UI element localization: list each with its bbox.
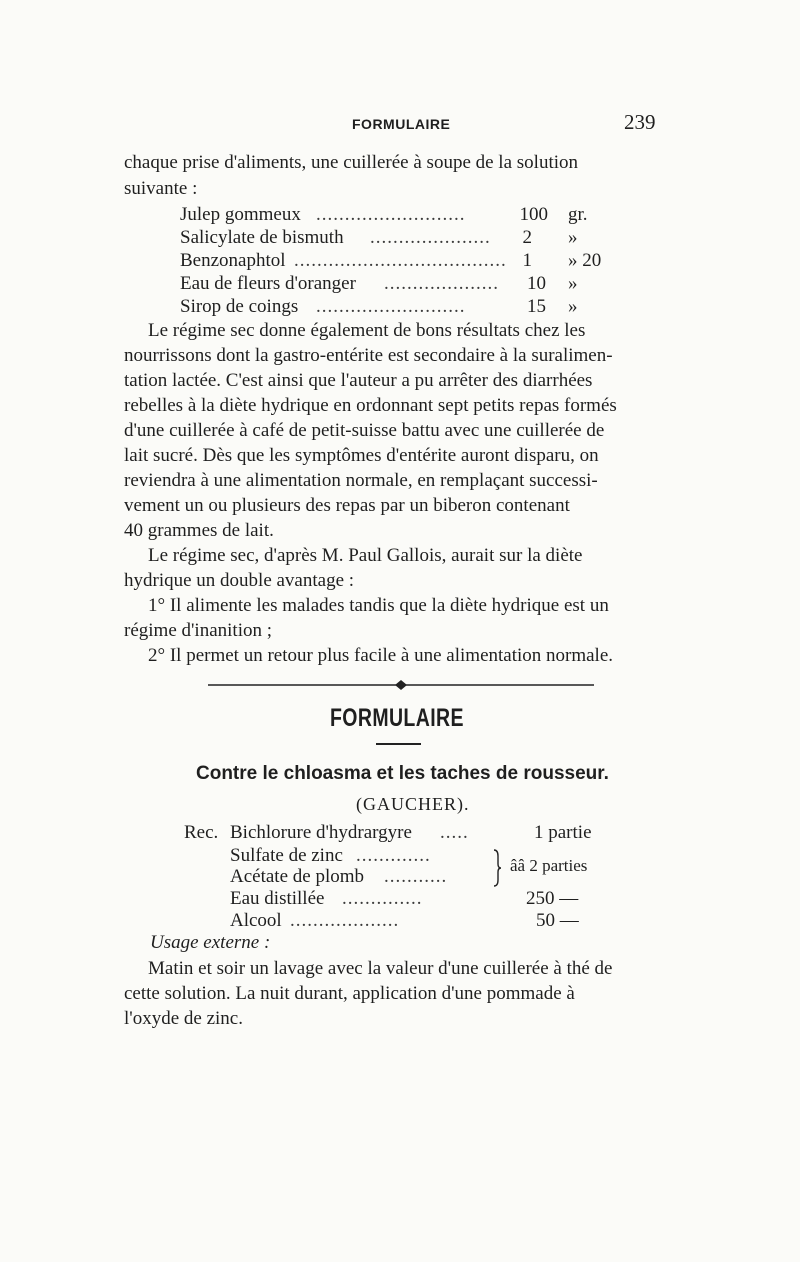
ingredient-name: Alcool [230,910,282,931]
ingredient-qty: 250 — [526,888,579,909]
ingredient-qty: 2 [522,227,532,248]
leader-dots: ........... [384,866,448,887]
running-header: FORMULAIRE [352,116,451,132]
ingredient-qty: 1 [522,250,532,271]
text-line: rebelles à la diète hydrique en ordonnant sept petits repas formés [124,395,617,416]
text-line: Matin et soir un lavage avec la valeur d'une cuillerée à thé de [148,958,613,979]
brace-icon [492,848,502,888]
ingredient-unit: » [568,273,578,294]
intro-line: chaque prise d'aliments, une cuillerée à soupe de la solution [124,152,578,173]
leader-dots: ............. [356,845,431,866]
leader-dots: ..... [440,822,469,843]
ingredient-unit: gr. [568,204,588,225]
intro-line: suivante : [124,178,198,199]
ornament-rule [208,679,594,691]
ingredient-name: Salicylate de bismuth [180,227,344,248]
text-line: d'une cuillerée à café de petit-suisse battu avec une cuillerée de [124,420,605,441]
ingredient-name: Sulfate de zinc [230,845,343,866]
ingredient-qty: 1 partie [534,822,592,843]
ingredient-name: Eau de fleurs d'oranger [180,273,356,294]
leader-dots: .............. [342,888,423,909]
text-line: hydrique un double avantage : [124,570,355,591]
recipe-subtitle: Contre le chloasma et les taches de rousseur. [196,763,609,784]
ingredient-unit: » [568,227,578,248]
usage-label: Usage externe : [150,932,271,953]
ingredient-unit: » 20 [568,250,602,271]
text-line: Le régime sec donne également de bons résultats chez les [148,320,586,341]
ingredient-qty: 15 [527,296,546,317]
text-line: vement un ou plusieurs des repas par un biberon contenant [124,495,570,516]
ingredient-name: Eau distillée [230,888,325,909]
ingredient-qty: 50 — [536,910,579,931]
leader-dots: ..................................... [294,250,507,271]
ingredient-name: Bichlorure d'hydrargyre [230,822,412,843]
ingredient-name: Acétate de plomb [230,866,365,887]
ingredient-qty: 10 [527,273,546,294]
ingredient-name: Sirop de coings [180,296,299,317]
ingredient-name: Benzonaphtol [180,250,286,271]
leader-dots: .................... [384,273,499,294]
text-line: reviendra à une alimentation normale, en remplaçant successi- [124,470,598,491]
text-line: 1° Il alimente les malades tandis que la diète hydrique est un [148,595,609,616]
text-line: Le régime sec, d'après M. Paul Gallois, aurait sur la diète [148,545,583,566]
author-attribution: (GAUCHER). [356,794,470,814]
leader-dots: .......................... [316,204,466,225]
text-line: 40 grammes de lait. [124,520,274,541]
text-line: l'oxyde de zinc. [124,1008,243,1029]
title-underline [376,743,421,745]
text-line: cette solution. La nuit durant, application d'une pommade à [124,983,575,1004]
combined-qty: ââ 2 parties [510,856,588,875]
leader-dots: ................... [290,910,400,931]
leader-dots: .......................... [316,296,466,317]
leader-dots: ..................... [370,227,491,248]
text-line: nourrissons dont la gastro-entérite est secondaire à la suralimen- [124,345,613,366]
text-line: lait sucré. Dès que les symptômes d'entérite auront disparu, on [124,445,599,466]
text-line: régime d'inanition ; [124,620,273,641]
page-number: 239 [624,110,656,134]
rec-label: Rec. [184,822,219,843]
text-line: tation lactée. C'est ainsi que l'auteur a pu arrêter des diarrhées [124,370,593,391]
text-line: 2° Il permet un retour plus facile à une alimentation normale. [148,645,614,666]
ingredient-qty: 100 [519,204,548,225]
ingredient-unit: » [568,296,578,317]
section-title: FORMULAIRE [330,704,464,732]
ingredient-name: Julep gommeux [180,204,301,225]
